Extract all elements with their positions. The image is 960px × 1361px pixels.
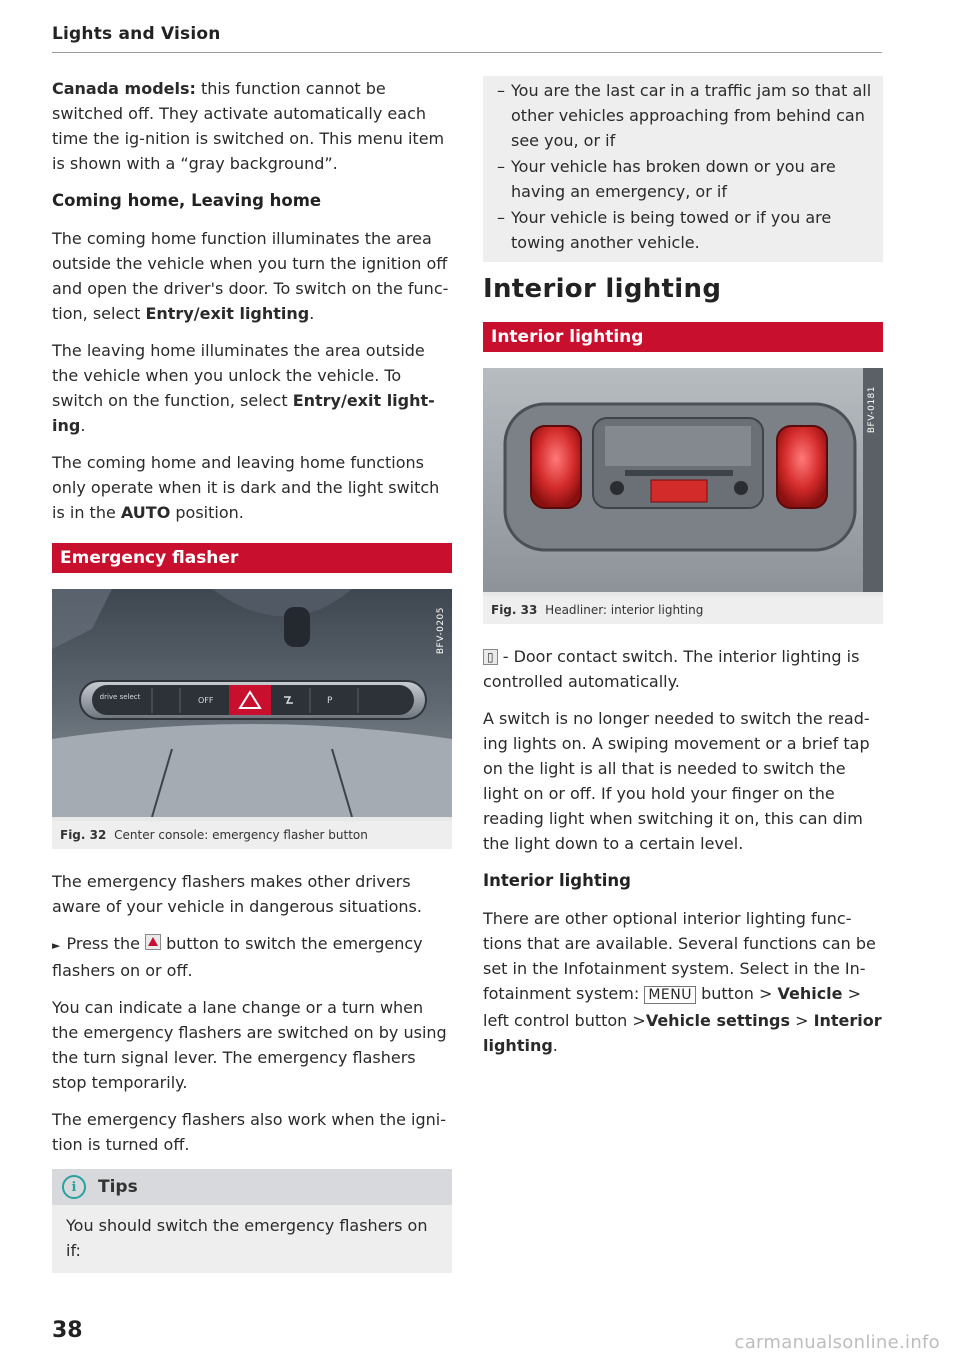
press-pre: Press the [66, 934, 140, 953]
opt-gt: > [795, 1011, 809, 1030]
park-label: P [327, 696, 333, 706]
bullet-arrow-icon: ► [52, 939, 61, 952]
emergency-flasher-button[interactable] [229, 685, 271, 715]
center-console-illustration [52, 589, 452, 821]
right-column [483, 76, 883, 1070]
vehicle-settings-term: Vehicle settings [645, 1011, 790, 1030]
ignition-paragraph: The emergency flashers also work when the igni-tion is turned off. [52, 1110, 446, 1154]
center-console-svg [52, 589, 452, 817]
interior-lighting-bar: Interior lighting [483, 322, 883, 352]
tips-list [483, 78, 883, 255]
list-item: – Your vehicle has broken down or you are having an emergency, or if [483, 154, 883, 204]
tips-title: Tips [98, 1177, 138, 1197]
interior-lighting-subheading: Interior lighting [483, 871, 631, 890]
door-contact-paragraph [483, 644, 883, 694]
lane-change-paragraph: You can indicate a lane change or a turn when the emergency flashers are switched on by using the turn signal lever. The emergency flashers stop temporarily. [52, 998, 447, 1092]
tips-header [52, 1169, 452, 1205]
figure-code: BFV-0181 [867, 386, 877, 434]
list-item: – You are the last car in a traffic jam so that all other vehicles approaching from behind can see you, or if [483, 78, 883, 153]
page-number: 38 [52, 1318, 83, 1343]
info-icon: i [62, 1175, 86, 1199]
hazard-button-icon [145, 934, 161, 950]
auto-term: AUTO [120, 503, 171, 522]
figure-33-caption-text: Headliner: interior lighting [545, 603, 704, 617]
vehicle-term: Vehicle [777, 984, 843, 1003]
canada-label: Canada models: [52, 79, 196, 98]
dark-text: The coming home and leaving home functions only operate when it is dark and the light switch is in the [52, 453, 440, 522]
left-reading-light[interactable] [531, 426, 581, 508]
canada-paragraph [52, 76, 452, 176]
tips-continued [483, 76, 883, 262]
figure-32-caption [52, 821, 452, 849]
door-switch-icon: ▯ [483, 649, 498, 665]
figure-33-label: Fig. 33 [491, 603, 538, 617]
dark-paragraph [52, 450, 452, 525]
coming-home-text: The coming home function illuminates the area outside the vehicle when you turn the ignition off and open the driver's door. To switch on the func-tion, select [52, 229, 449, 323]
opt-left: > left control button > [483, 984, 862, 1030]
optional-functions-paragraph: There are other optional interior lighting func-tions that are available. Several functions can be set in the Infotainment system. Select in the In-fotainment system: MENU button > Vehicle > left control button >Vehicle settings > Interior lighting. [483, 909, 882, 1055]
door-contact-switch[interactable] [651, 480, 707, 502]
right-reading-light[interactable] [777, 426, 827, 508]
figure-33 [483, 368, 883, 624]
interior-lighting-term: Interior lighting [483, 1011, 882, 1055]
tips-text: You should switch the emergency flashers on if: [66, 1216, 428, 1260]
leaving-home-text: The leaving home illuminates the area outside the vehicle when you unlock the vehicle. To switch on the function, select [52, 341, 425, 410]
emergency-intro: The emergency flashers makes other drivers aware of your vehicle in dangerous situations. [52, 872, 422, 916]
figure-32-label: Fig. 32 [60, 828, 107, 842]
drive-select-label: drive select [99, 693, 141, 701]
dark-tail: position. [175, 503, 244, 522]
figure-code: BFV-0205 [436, 607, 446, 655]
figure-32 [52, 589, 452, 849]
figure-32-caption-text: Center console: emergency flasher button [114, 828, 368, 842]
entry-exit-lighting-term-2: Entry/exit light-ing [52, 391, 435, 435]
list-item: – Your vehicle is being towed or if you are towing another vehicle. [483, 205, 883, 255]
reading-light-paragraph: A switch is no longer needed to switch the read-ing lights on. A swiping movement or a brief tap on the light is all that is needed to switch the light on or off. If you hold your finger on the reading light when switching it on, this can dim the light down to a certain level. [483, 709, 870, 853]
entry-exit-lighting-term: Entry/exit lighting [145, 304, 310, 323]
coming-home-heading: Coming home, Leaving home [52, 191, 322, 210]
section-title: Lights and Vision [52, 24, 221, 44]
left-column [52, 76, 452, 1273]
figure-33-caption [483, 596, 883, 624]
door-text: - Door contact switch. The interior lighting is controlled automatically. [483, 647, 860, 691]
opt-button: button > [701, 984, 773, 1003]
emergency-flasher-bar: Emergency flasher [52, 543, 452, 573]
tips-body [52, 1205, 452, 1273]
esc-off-label: OFF [198, 696, 214, 705]
leaving-home-paragraph: The leaving home illuminates the area outside the vehicle when you unlock the vehicle. To switch on the function, select Entry/exit light-ing. [52, 341, 435, 435]
press-instruction [52, 931, 452, 983]
interior-lighting-heading: Interior lighting [483, 274, 722, 304]
opt-pre: There are other optional interior lighting func-tions that are available. Several functions can be set in the Infotainment system. Select in the In-fotainment system: [483, 909, 876, 1003]
headliner-svg [483, 368, 883, 592]
press-post: button to switch the emergency flashers on or off. [52, 934, 423, 980]
headliner-illustration [483, 368, 883, 596]
page-header [52, 24, 882, 53]
canada-text: this function cannot be switched off. They activate automatically each time the ig-nition is switched on. This menu item is shown with a “gray background”. [52, 79, 445, 173]
coming-home-paragraph: The coming home function illuminates the area outside the vehicle when you turn the ignition off and open the driver's door. To switch on the func-tion, select Entry/exit lighting. [52, 229, 449, 323]
menu-key: MENU [644, 986, 696, 1004]
watermark: carmanualsonline.info [734, 1332, 940, 1353]
